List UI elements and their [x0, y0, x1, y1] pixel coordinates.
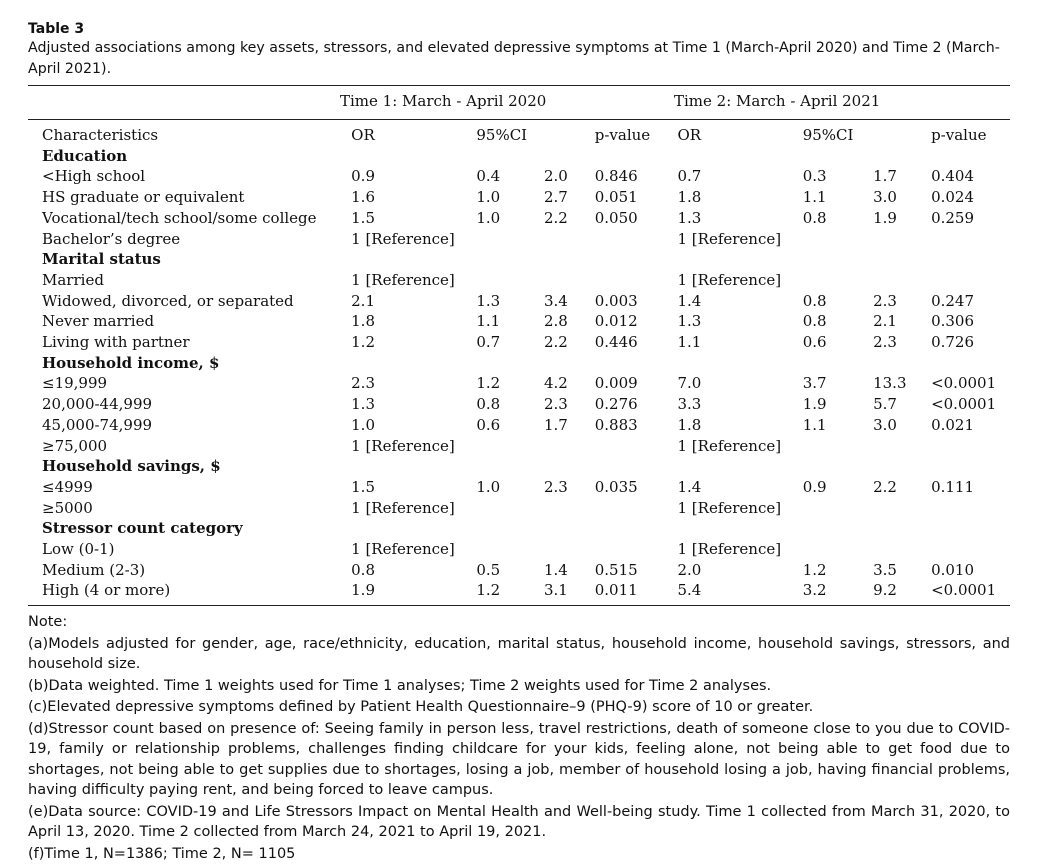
table-cell: 0.9 — [802, 477, 827, 496]
table-cell — [476, 270, 544, 291]
table-cell — [476, 539, 544, 560]
table-cell — [803, 229, 873, 250]
table-cell: 1 [Reference] — [677, 436, 782, 455]
table-cell — [476, 249, 544, 270]
table-cell — [931, 353, 1010, 374]
table-cell: 1 [Reference] — [677, 229, 782, 248]
table-cell — [678, 146, 803, 167]
table-cell — [873, 146, 931, 167]
table-cell: 0.021 — [931, 415, 975, 434]
column-header — [873, 125, 931, 146]
table-cell: 0.7 — [677, 167, 702, 186]
table-cell: 0.9 — [351, 167, 375, 186]
table-cell — [873, 498, 931, 519]
table-cell — [803, 249, 873, 270]
table-cell: 3.0 — [873, 188, 897, 207]
row-label: ≥75,000 — [42, 436, 108, 455]
table-cell: 1.5 — [351, 208, 375, 227]
row-label: Low (0-1) — [42, 540, 115, 559]
column-header — [544, 125, 595, 146]
table-cell — [544, 146, 595, 167]
table-cell: 2.3 — [351, 374, 375, 393]
table-cell: 2.3 — [543, 477, 568, 496]
row-label: Vocational/tech school/some college — [42, 208, 317, 227]
table-cell — [678, 249, 803, 270]
table-cell: 1.0 — [476, 208, 501, 227]
table-cell — [544, 456, 595, 477]
section-header-row — [28, 518, 1010, 539]
table-cell: 1.8 — [677, 188, 702, 207]
table-cell — [803, 436, 873, 457]
table-cell — [931, 456, 1010, 477]
table-cell: 0.010 — [931, 560, 975, 579]
table-cell: 9.2 — [873, 581, 897, 600]
table-cell — [803, 146, 873, 167]
table-cell: 5.4 — [677, 581, 702, 600]
table-cell: 1.2 — [476, 374, 501, 393]
time-period-header — [28, 86, 1010, 119]
table-cell — [873, 456, 931, 477]
row-label: 20,000-44,999 — [42, 395, 153, 414]
table-cell: 0.8 — [802, 291, 827, 310]
table-cell — [931, 518, 1010, 539]
table-cell: 5.7 — [873, 395, 897, 414]
table-cell: 1.3 — [677, 312, 702, 331]
table-row — [28, 229, 1010, 250]
table-cell: 0.024 — [931, 188, 975, 207]
document-page — [28, 20, 1010, 865]
table-cell: 1.0 — [476, 477, 501, 496]
table-cell: 0.5 — [476, 560, 501, 579]
table-cell: 1.7 — [873, 167, 897, 186]
table-row — [28, 187, 1010, 208]
table-cell — [873, 436, 931, 457]
table-cell — [678, 456, 803, 477]
table-cell: 0.003 — [594, 291, 638, 310]
table-cell: 2.2 — [543, 333, 568, 352]
table-cell: 0.846 — [594, 167, 638, 186]
section-header-row — [28, 249, 1010, 270]
table-cell — [873, 539, 931, 560]
table-cell: 3.0 — [873, 415, 897, 434]
table-cell: 1.1 — [476, 312, 501, 331]
table-cell — [873, 270, 931, 291]
table-cell: 1 [Reference] — [351, 498, 455, 517]
table-cell: 0.012 — [594, 312, 638, 331]
table-cell — [351, 249, 476, 270]
table-row — [28, 560, 1010, 581]
table-row — [28, 373, 1010, 394]
note-heading: Note: — [28, 614, 68, 631]
table-cell: 0.4 — [476, 167, 501, 186]
time2-header: Time 2: March - April 2021 — [674, 92, 881, 110]
table-cell — [931, 229, 1010, 250]
column-header: 95%CI — [476, 126, 528, 144]
table-cell: 1.0 — [351, 415, 375, 434]
note-item: (f)Time 1, N=1386; Time 2, N= 1105 — [28, 845, 296, 862]
table-row — [28, 498, 1010, 519]
row-label: Stressor count category — [42, 519, 243, 538]
table-row — [28, 166, 1010, 187]
table-row — [28, 477, 1010, 498]
row-label: High (4 or more) — [42, 581, 171, 600]
table-cell — [544, 498, 595, 519]
table-cell: 0.8 — [802, 312, 827, 331]
table-cell: 0.8 — [476, 395, 501, 414]
table-cell: <0.0001 — [931, 374, 997, 393]
table-cell: 0.6 — [802, 333, 827, 352]
table-cell: 2.3 — [543, 395, 568, 414]
row-label: Household savings, $ — [42, 457, 221, 476]
table-cell: 0.276 — [594, 395, 638, 414]
table-cell — [595, 518, 678, 539]
table-cell: 1.9 — [802, 395, 827, 414]
table-cell — [351, 353, 476, 374]
table-cell: 0.011 — [594, 581, 638, 600]
column-header: p-value — [931, 126, 987, 144]
table-cell: 0.009 — [594, 374, 638, 393]
table-row — [28, 311, 1010, 332]
table-cell: 1.9 — [873, 208, 897, 227]
table-body — [28, 146, 1010, 601]
table-cell: 1.0 — [476, 188, 501, 207]
table-caption: Adjusted associations among key assets, stressors, and elevated depressive symptoms at Time 1 (March-April 2020) and Time 2 (March-April 2021). — [28, 40, 1000, 77]
table-cell — [476, 229, 544, 250]
table-cell — [931, 539, 1010, 560]
table-cell: 0.883 — [594, 415, 638, 434]
note-item: (a)Models adjusted for gender, age, race/ethnicity, education, marital status, household income, household savings, stressors, and household size. — [28, 635, 1010, 673]
table-cell: 1.2 — [351, 333, 375, 352]
header-rule — [28, 119, 1010, 120]
table-cell: 2.3 — [873, 333, 897, 352]
table-cell: 0.515 — [594, 560, 638, 579]
table-notes — [28, 612, 1010, 864]
table-cell: 1.8 — [351, 312, 375, 331]
table-cell — [351, 456, 476, 477]
table-cell: 3.3 — [677, 395, 702, 414]
table-cell: 2.1 — [873, 312, 897, 331]
table-cell: 1.3 — [476, 291, 501, 310]
table-cell: 1.2 — [476, 581, 501, 600]
table-cell: 1 [Reference] — [351, 270, 455, 289]
table-cell: 2.8 — [543, 312, 568, 331]
table-cell: 0.3 — [802, 167, 827, 186]
table-cell: 1.2 — [802, 560, 827, 579]
table-cell — [595, 539, 678, 560]
table-cell: 1.1 — [802, 188, 827, 207]
table-cell: 2.3 — [873, 291, 897, 310]
note-item: (d)Stressor count based on presence of: Seeing family in person less, travel restrictions, death of someone close to you due to COVID-19, family or relationship problems, challenges finding childcare for your kids, feeling alone, not being able to get food due to shortages, not being able to get supplies due to shortages, losing a job, member of household losing a job, having financial problems, having difficulty paying rent, and being forced to leave campus. — [28, 720, 1010, 799]
table-cell — [476, 456, 544, 477]
table-row — [28, 436, 1010, 457]
table-cell: 0.404 — [931, 167, 975, 186]
table-row — [28, 415, 1010, 436]
table-label: Table 3 — [28, 21, 85, 37]
row-label: <High school — [42, 167, 146, 186]
table-cell: 1 [Reference] — [677, 540, 782, 559]
row-label: ≤4999 — [42, 477, 93, 496]
table-cell — [544, 518, 595, 539]
table-cell — [595, 498, 678, 519]
table-cell: 1.6 — [351, 188, 375, 207]
table-row — [28, 270, 1010, 291]
table-cell: 0.051 — [594, 188, 638, 207]
table-cell: 2.7 — [543, 188, 568, 207]
table-cell — [595, 436, 678, 457]
table-cell: 2.0 — [677, 560, 702, 579]
table-cell: 1 [Reference] — [351, 229, 455, 248]
table-cell: 0.247 — [931, 291, 975, 310]
table-cell — [595, 146, 678, 167]
table-cell: 1.7 — [543, 415, 568, 434]
table-cell — [803, 498, 873, 519]
section-header-row — [28, 456, 1010, 477]
table-cell — [873, 518, 931, 539]
table-cell — [544, 229, 595, 250]
table-cell — [544, 249, 595, 270]
row-label: 45,000-74,999 — [42, 415, 153, 434]
table-cell: 7.0 — [677, 374, 702, 393]
column-header-row — [28, 125, 1010, 146]
table-cell: <0.0001 — [931, 581, 997, 600]
table-cell: 3.7 — [802, 374, 827, 393]
bottom-rule — [28, 605, 1010, 606]
table-cell: 1.3 — [351, 395, 375, 414]
table-cell — [678, 353, 803, 374]
table-cell: 0.446 — [594, 333, 638, 352]
table-cell: 2.2 — [873, 477, 897, 496]
row-label: Medium (2-3) — [42, 560, 146, 579]
table-cell: 0.259 — [931, 208, 975, 227]
table-cell — [544, 436, 595, 457]
table-cell: 1.4 — [677, 477, 702, 496]
table-cell — [351, 146, 476, 167]
table-cell — [595, 229, 678, 250]
column-header: 95%CI — [802, 126, 854, 144]
table-cell: <0.0001 — [931, 395, 997, 414]
table-cell — [476, 518, 544, 539]
table-cell: 1 [Reference] — [351, 540, 455, 559]
row-label: Household income, $ — [42, 353, 220, 372]
row-label: HS graduate or equivalent — [42, 188, 245, 207]
table-cell: 3.4 — [543, 291, 568, 310]
table-cell — [595, 353, 678, 374]
row-label: Bachelor’s degree — [42, 229, 181, 248]
table-cell: 0.111 — [931, 477, 975, 496]
table-cell — [476, 498, 544, 519]
results-table — [28, 125, 1010, 601]
section-header-row — [28, 146, 1010, 167]
table-cell: 3.1 — [543, 581, 568, 600]
table-cell — [803, 518, 873, 539]
table-cell — [351, 518, 476, 539]
table-row — [28, 291, 1010, 312]
row-label: Widowed, divorced, or separated — [42, 291, 294, 310]
table-cell: 1.5 — [351, 477, 375, 496]
row-label: Marital status — [42, 250, 161, 269]
table-cell — [803, 456, 873, 477]
row-label: Married — [42, 270, 104, 289]
row-label: Never married — [42, 312, 155, 331]
row-label: Education — [42, 146, 128, 165]
table-row — [28, 539, 1010, 560]
table-cell: 1.8 — [677, 415, 702, 434]
note-item: (b)Data weighted. Time 1 weights used for Time 1 analyses; Time 2 weights used for Time 2 analyses. — [28, 677, 772, 694]
table-cell — [931, 249, 1010, 270]
table-cell: 2.2 — [543, 208, 568, 227]
table-cell — [803, 353, 873, 374]
table-cell: 1.9 — [351, 581, 375, 600]
table-cell: 0.8 — [351, 560, 375, 579]
table-cell: 2.0 — [543, 167, 568, 186]
table-cell — [544, 539, 595, 560]
table-cell — [476, 353, 544, 374]
table-cell — [476, 436, 544, 457]
column-header: OR — [677, 126, 702, 144]
table-cell: 13.3 — [873, 374, 907, 393]
table-cell: 1.4 — [677, 291, 702, 310]
row-label: Living with partner — [42, 333, 190, 352]
table-cell — [873, 229, 931, 250]
table-cell — [873, 353, 931, 374]
table-cell: 1.3 — [677, 208, 702, 227]
table-row — [28, 394, 1010, 415]
table-cell — [931, 436, 1010, 457]
table-cell: 0.8 — [802, 208, 827, 227]
table-cell — [803, 539, 873, 560]
table-cell — [595, 249, 678, 270]
table-cell: 0.035 — [594, 477, 638, 496]
table-row — [28, 208, 1010, 229]
table-cell: 3.2 — [802, 581, 827, 600]
table-cell — [678, 518, 803, 539]
column-header: p-value — [594, 126, 651, 144]
table-cell: 1 [Reference] — [351, 436, 455, 455]
table-row — [28, 332, 1010, 353]
row-label: ≥5000 — [42, 498, 93, 517]
table-cell: 0.6 — [476, 415, 501, 434]
table-cell: 1 [Reference] — [677, 498, 782, 517]
table-cell: 1 [Reference] — [677, 270, 782, 289]
table-cell: 1.1 — [802, 415, 827, 434]
table-cell — [873, 249, 931, 270]
table-cell: 0.726 — [931, 333, 975, 352]
table-cell — [931, 146, 1010, 167]
table-cell — [544, 353, 595, 374]
table-cell: 4.2 — [543, 374, 568, 393]
table-row — [28, 580, 1010, 601]
table-cell — [931, 270, 1010, 291]
section-header-row — [28, 353, 1010, 374]
table-cell — [595, 270, 678, 291]
table-cell: 0.050 — [594, 208, 638, 227]
table-cell: 0.7 — [476, 333, 501, 352]
table-cell: 2.1 — [351, 291, 375, 310]
row-label: ≤19,999 — [42, 374, 108, 393]
table-cell — [595, 456, 678, 477]
note-item: (e)Data source: COVID-19 and Life Stressors Impact on Mental Health and Well-being study. Time 1 collected from March 31, 2020, to April 13, 2020. Time 2 collected from March 24, 2021 to April 19, 2021. — [28, 803, 1010, 841]
table-cell — [803, 270, 873, 291]
table-cell: 0.306 — [931, 312, 975, 331]
time1-header: Time 1: March - April 2020 — [340, 92, 547, 110]
table-cell: 1.4 — [543, 560, 568, 579]
table-cell: 1.1 — [677, 333, 702, 352]
table-cell — [544, 270, 595, 291]
table-cell — [476, 146, 544, 167]
column-header: OR — [351, 126, 375, 144]
table-cell — [931, 498, 1010, 519]
column-header: Characteristics — [42, 126, 159, 144]
note-item: (c)Elevated depressive symptoms defined by Patient Health Questionnaire–9 (PHQ-9) score of 10 or greater. — [28, 699, 814, 716]
table-cell: 3.5 — [873, 560, 897, 579]
